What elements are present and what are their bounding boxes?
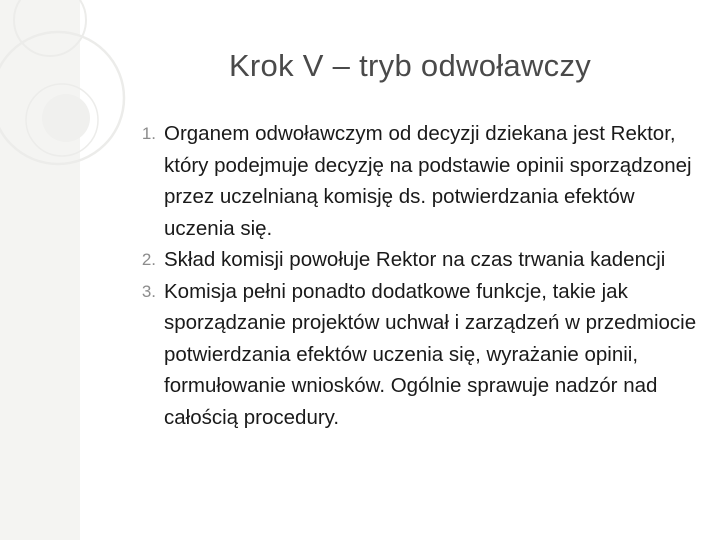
list-item [18,276,708,434]
list-item-text: Skład komisji powołuje Rektor na czas trwania kadencji [164,248,666,271]
list-item-text: Organem odwoławczym od decyzji dziekana jest Rektor, który podejmuje decyzję na podstawie opinii sporządzonej przez uczelnianą komisję ds. potwierdzania efektów uczenia się. [164,122,692,240]
numbered-list [18,118,708,433]
slide-title: Krok V – tryb odwoławczy [228,48,592,83]
list-item [18,244,708,276]
list-item-number: 1. [141,124,156,143]
list-item-text: Komisja pełni ponadto dodatkowe funkcje, takie jak sporządzanie projektów uchwał i zarządzeń w przedmiocie potwierdzania efektów uczenia się, wyrażanie opinii, formułowanie wniosków. Ogólnie sprawuje nadzór nad całością procedury. [164,279,697,429]
top-decorative-circle [14,0,86,56]
list-item [18,118,708,244]
list-item-number: 2. [141,250,156,269]
list-item-number: 3. [141,281,156,301]
